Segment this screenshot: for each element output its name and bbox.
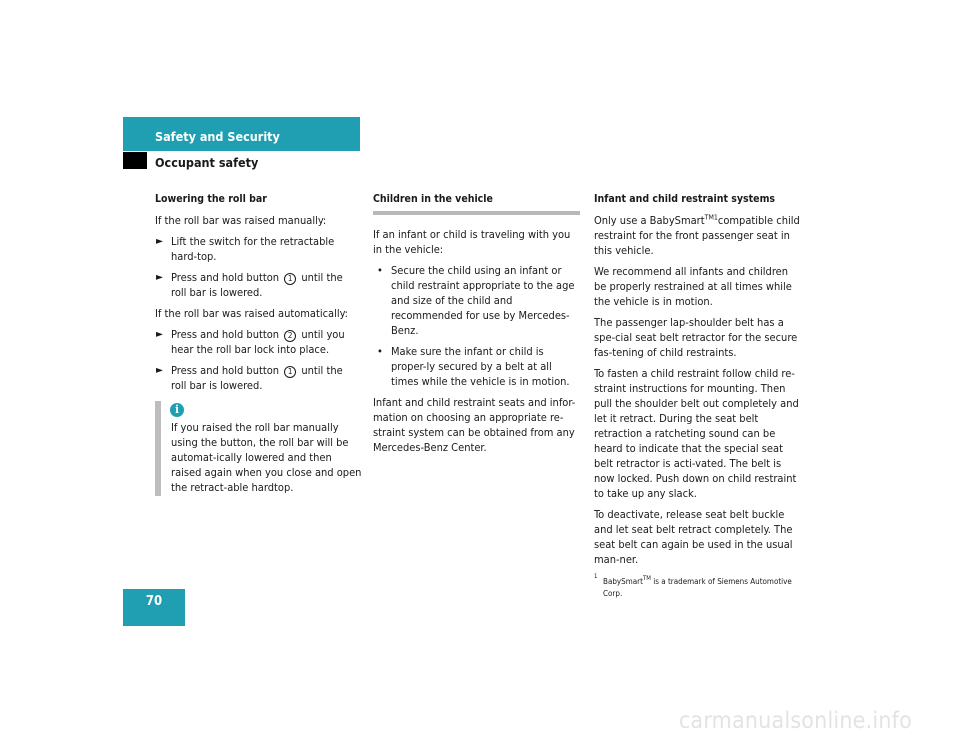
trademark-mark: TM xyxy=(704,213,714,222)
footnote xyxy=(594,573,801,600)
bullet-text: Make sure the infant or child is proper-ly secured by a belt at all times while the vehicle is in motion. xyxy=(391,345,570,388)
step-text: Press and hold button xyxy=(171,328,280,341)
arrow-right-icon: ► xyxy=(156,272,163,283)
arrow-right-icon: ► xyxy=(156,236,163,247)
step-text: Lift the switch for the retractable hard-top. xyxy=(171,235,335,263)
bullet-icon: • xyxy=(377,264,383,277)
auto-intro: If the roll bar was raised automatically: xyxy=(155,307,349,320)
paragraph-babysmart xyxy=(594,213,801,258)
page-number-box xyxy=(123,589,185,626)
info-side-bar xyxy=(155,401,161,496)
paragraph-deactivate: To deactivate, release seat belt buckle and let seat belt retract completely. The seat belt can again be used in the usual man-ner. xyxy=(594,508,793,566)
footnote-ref: 1 xyxy=(713,213,718,222)
column-roll-bar xyxy=(155,192,361,399)
info-note xyxy=(155,401,361,496)
button-number-badge: 1 xyxy=(284,366,296,378)
button-number-badge: 2 xyxy=(284,330,296,342)
step-text: until the roll bar is lowered. xyxy=(171,364,343,392)
text: compatible child restraint for the front passenger seat in this vehicle. xyxy=(594,214,800,257)
footnote-text: BabySmart xyxy=(603,577,643,586)
step-text: Press and hold button xyxy=(171,364,280,377)
bullet-text: Secure the child using an infant or child restraint appropriate to the age and size of the child and recommended for use by Mercedes-Benz. xyxy=(391,264,575,337)
bullet-icon: • xyxy=(377,345,383,358)
step-text: Press and hold button xyxy=(171,271,280,284)
step-auto-2 xyxy=(155,363,361,393)
children-paragraph: Infant and child restraint seats and infor-mation on choosing an appropriate re-straint system can be obtained from any Mercedes-Benz Center. xyxy=(373,396,576,454)
footnote-number: 1 xyxy=(594,573,598,580)
arrow-right-icon: ► xyxy=(156,329,163,340)
paragraph-retractor: The passenger lap-shoulder belt has a spe-cial seat belt retractor for the secure fas-tening of child restraints. xyxy=(594,316,798,359)
trademark-mark: TM xyxy=(642,575,651,582)
footnote-text: is a trademark of Siemens Automotive Corp. xyxy=(603,577,792,598)
button-number-badge: 1 xyxy=(284,273,296,285)
chapter-header xyxy=(123,117,360,151)
section-title: Occupant safety xyxy=(155,155,259,170)
bullet-item xyxy=(373,344,580,389)
info-text: If you raised the roll bar manually using the button, the roll bar will be automat-ically lowered and then raised again when you close and open the retract-able hardtop. xyxy=(171,421,362,494)
heading-restraint-systems: Infant and child restraint systems xyxy=(594,193,776,205)
children-intro: If an infant or child is traveling with you in the vehicle: xyxy=(373,228,571,256)
step-auto-1 xyxy=(155,327,361,357)
heading-children-in-vehicle: Children in the vehicle xyxy=(373,192,580,215)
step-manual-2 xyxy=(155,270,361,300)
bullet-item xyxy=(373,263,580,338)
section-marker xyxy=(123,152,147,169)
manual-intro: If the roll bar was raised manually: xyxy=(155,214,327,227)
info-icon: i xyxy=(170,403,184,417)
column-children xyxy=(373,192,580,461)
watermark: carmanualsonline.info xyxy=(678,708,912,734)
chapter-title: Safety and Security xyxy=(155,129,280,144)
heading-lowering-roll-bar: Lowering the roll bar xyxy=(155,193,267,205)
text: Only use a BabySmart xyxy=(594,214,705,227)
arrow-right-icon: ► xyxy=(156,365,163,376)
column-restraint-systems xyxy=(594,192,801,600)
step-text: until you hear the roll bar lock into place. xyxy=(171,328,345,356)
step-text: until the roll bar is lowered. xyxy=(171,271,343,299)
paragraph-recommend: We recommend all infants and children be properly restrained at all times while the vehicle is in motion. xyxy=(594,265,792,308)
step-manual-1 xyxy=(155,234,361,264)
paragraph-fasten: To fasten a child restraint follow child re-straint instructions for mounting. Then pull the shoulder belt out completely and let it retract. During the seat belt retraction a ratcheting sound can be heard to indicate that the special seat belt retractor is acti-vated. The belt is now locked. Push down on child restraint to take up any slack. xyxy=(594,367,799,500)
page-number: 70 xyxy=(145,594,163,609)
